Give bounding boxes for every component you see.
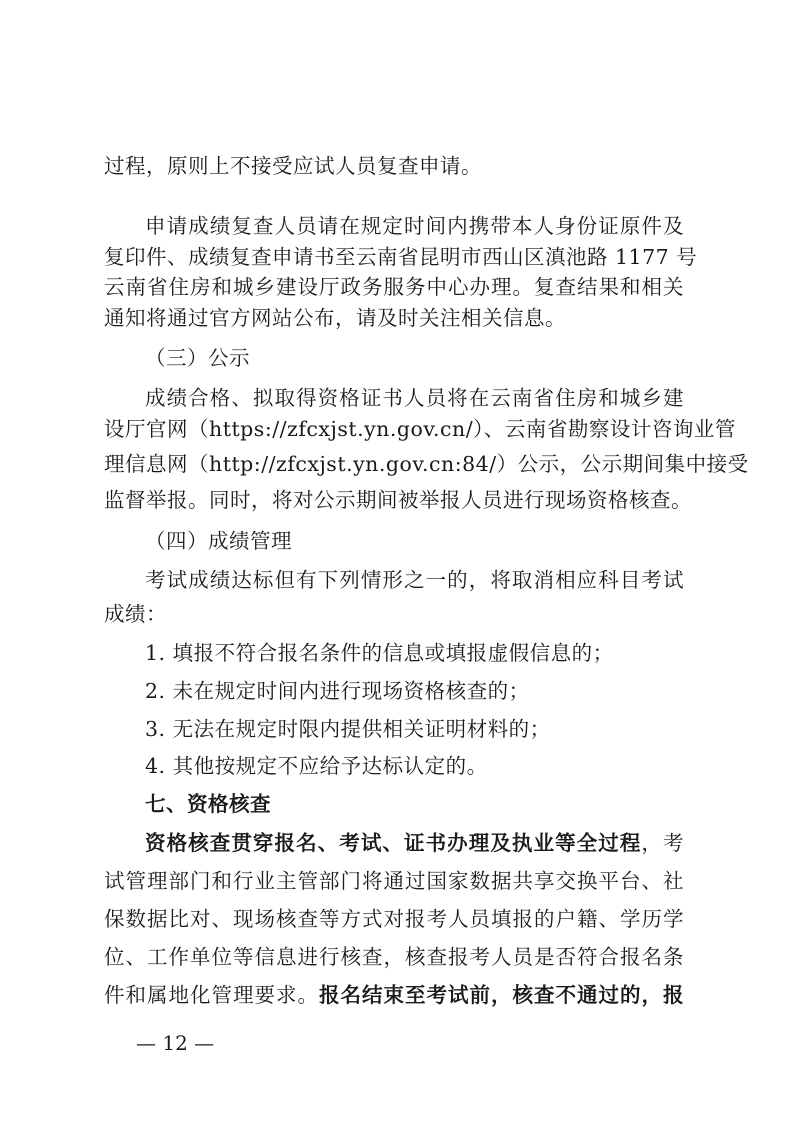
- text-line-3: 复印件、成绩复查申请书至云南省昆明市西山区滇池路 1177 号: [104, 245, 698, 269]
- text-line-21: 保数据比对、现场核查等方式对报考人员填报的户籍、学历学: [104, 907, 684, 931]
- text-line-20: 试管理部门和行业主管部门将通过国家数据共享交换平台、社: [104, 869, 684, 893]
- text-line-4: 云南省住房和城乡建设厅政务服务中心办理。复查结果和相关: [104, 275, 684, 299]
- list-item-3: 3. 无法在规定时限内提供相关证明材料的；: [145, 717, 551, 741]
- text-line-22: 位、工作单位等信息进行核查，核查报考人员是否符合报名条: [104, 945, 684, 969]
- text-line-23: [104, 982, 684, 1008]
- text-line-9: 理信息网（http://zfcxjst.yn.gov.cn:84/）公示，公示期间集中接受: [104, 452, 749, 476]
- page-number: — 12 —: [136, 1031, 215, 1055]
- list-item-2: 2. 未在规定时间内进行现场资格核查的；: [145, 679, 530, 703]
- section-heading-3: （三）公示: [145, 346, 250, 370]
- text-line-7: 成绩合格、拟取得资格证书人员将在云南省住房和城乡建: [145, 386, 684, 410]
- text-line-19: [104, 830, 684, 856]
- bold-phrase-2: 报名结束至考试前，核查不通过的，报: [319, 983, 684, 1007]
- text-line-13: 成绩：: [104, 602, 167, 626]
- text-line-5: 通知将通过官方网站公布，请及时关注相关信息。: [104, 306, 566, 330]
- list-item-4: 4. 其他按规定不应给予达标认定的。: [145, 754, 488, 778]
- text-line-2: 申请成绩复查人员请在规定时间内携带本人身份证原件及: [145, 214, 684, 238]
- section-heading-4: （四）成绩管理: [145, 529, 292, 553]
- text-line-8: 设厅官网（https://zfcxjst.yn.gov.cn/）、云南省勘察设计咨询业管: [104, 417, 736, 441]
- list-item-1: 1. 填报不符合报名条件的信息或填报虚假信息的；: [145, 641, 614, 665]
- text-line-1: 过程，原则上不接受应试人员复查申请。: [104, 154, 482, 178]
- text-line-19-rest: ，考: [641, 831, 685, 855]
- section-heading-7: 七、资格核查: [145, 792, 271, 816]
- bold-phrase-1: 资格核查贯穿报名、考试、证书办理及执业等全过程: [145, 831, 642, 855]
- text-line-12: 考试成绩达标但有下列情形之一的，将取消相应科目考试: [145, 568, 684, 592]
- text-line-23-start: 件和属地化管理要求。: [104, 983, 319, 1007]
- text-line-10: 监督举报。同时，将对公示期间被举报人员进行现场资格核查。: [104, 488, 692, 512]
